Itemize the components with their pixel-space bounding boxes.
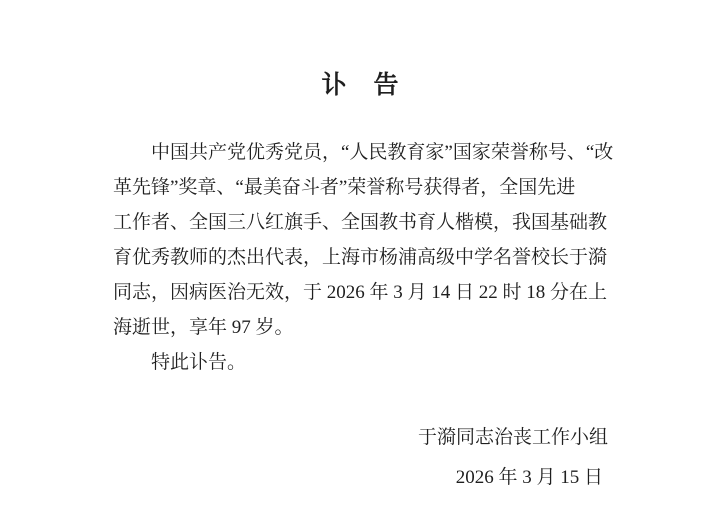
body-line: 育优秀教师的杰出代表，上海市杨浦高级中学名誉校长于漪 [113,247,608,268]
closing-line: 特此讣告。 [151,352,247,373]
notice-date: 2026 年 3 月 15 日 [455,467,603,488]
signature-work-group: 于漪同志治丧工作小组 [417,427,608,448]
body-line: 革先锋”奖章、“最美奋斗者”荣誉称号获得者，全国先进 [113,177,576,198]
body-line: 同志，因病医治无效，于 2026 年 3 月 14 日 22 时 18 分在上 [113,282,608,303]
body-line: 工作者、全国三八红旗手、全国教书育人楷模，我国基础教 [113,212,608,233]
body-line: 中国共产党优秀党员，“人民教育家”国家荣誉称号、“改 [151,142,614,163]
notice-title: 讣 告 [321,72,400,99]
notice-body-paragraph [113,135,614,380]
body-line: 海逝世，享年 97 岁。 [113,317,294,338]
